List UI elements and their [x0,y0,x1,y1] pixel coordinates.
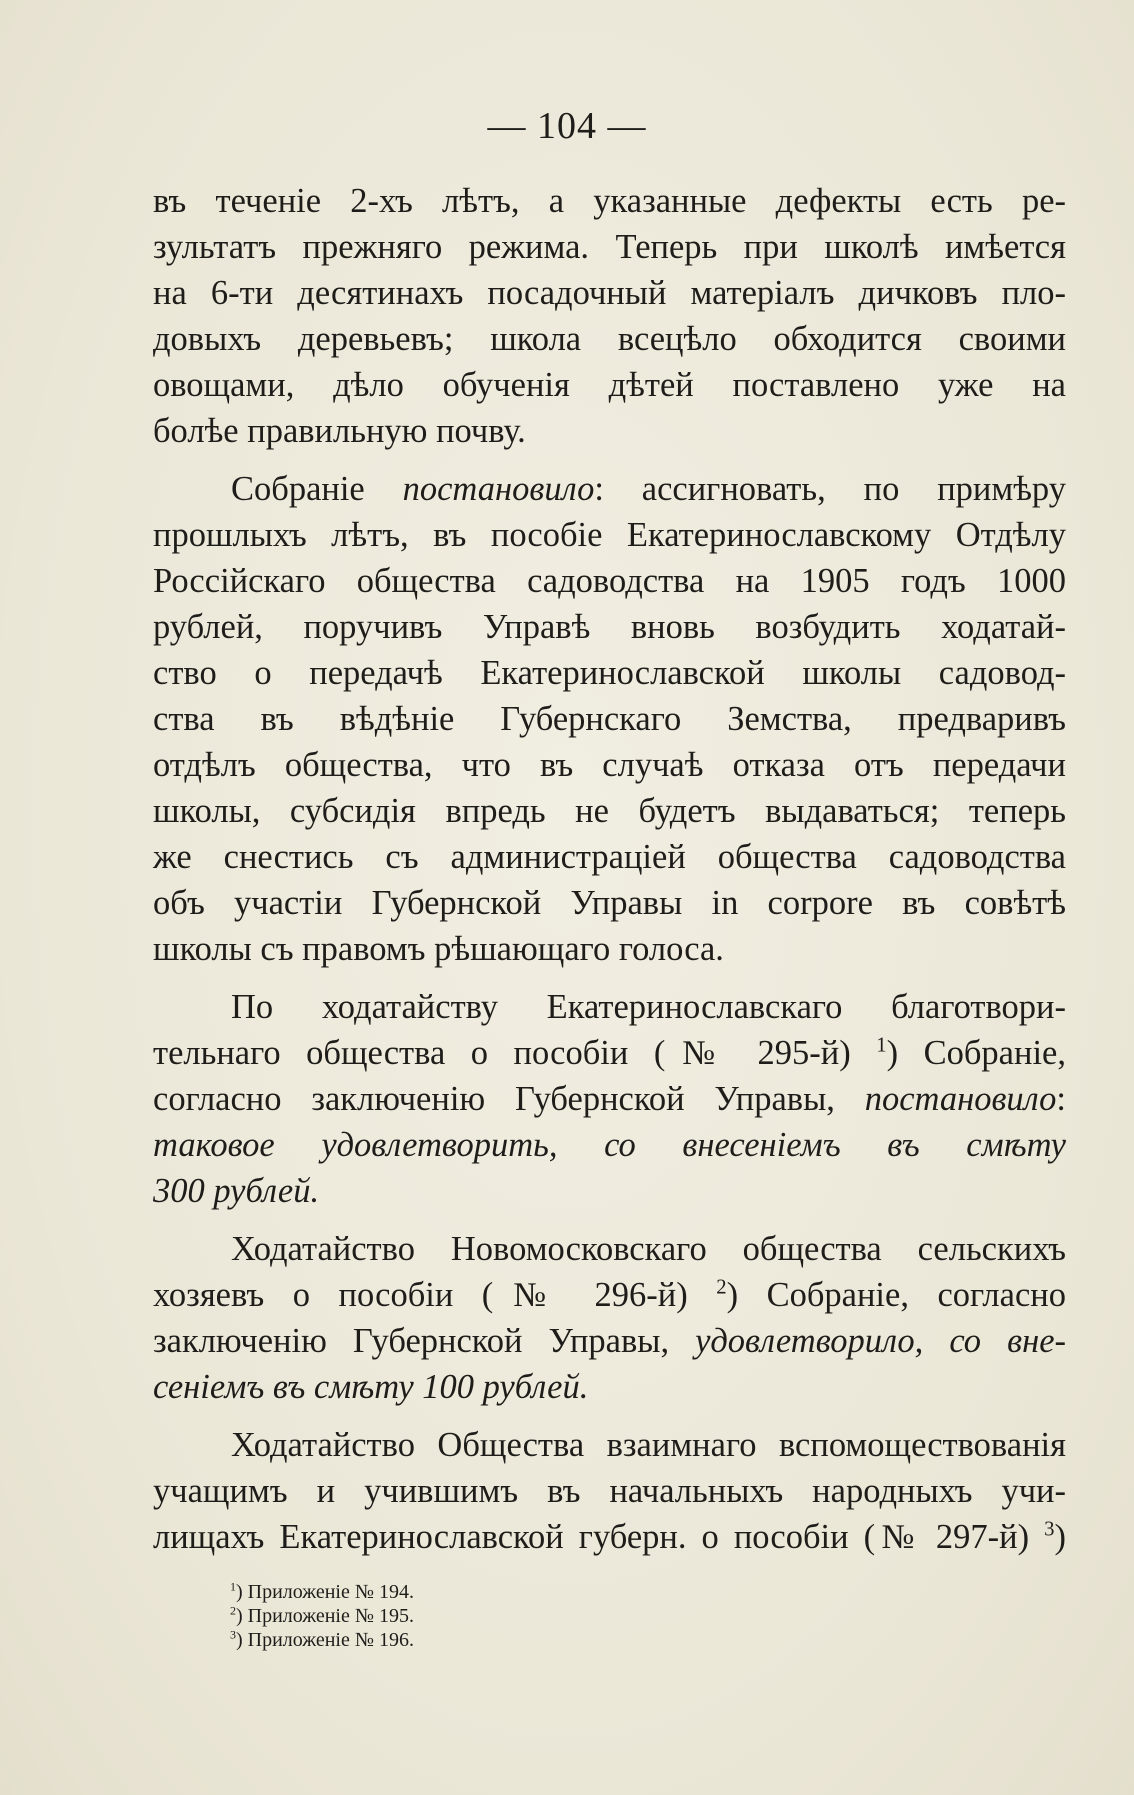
footnote-text: ) Приложеніе № 196. [236,1629,414,1651]
text-line [153,466,1066,512]
footnote-ref: 2 [716,1276,727,1299]
body-text [153,178,1066,1560]
text-line: ство о передачѣ Екатеринославской школы садовод- [153,654,1066,692]
text-line: въ теченіе 2-хъ лѣтъ, а указанные дефекты есть ре- [153,182,1066,220]
text-line: Россійскаго общества садоводства на 1905 годъ 1000 [153,562,1066,600]
text-line: объ участіи Губернской Управы in corpore въ совѣтѣ [153,884,1066,922]
text-line: рублей, поручивъ Управѣ вновь возбудить ходатай- [153,608,1066,646]
paragraph-charity-society [153,984,1066,1214]
paragraph-teachers-society [153,1422,1066,1560]
text-line: По ходатайству Екатеринославскаго благотвори- [231,988,1066,1026]
text-line: овощами, дѣло обученія дѣтей поставлено уже на [153,366,1066,404]
footnote-text: ) Приложеніе № 194. [236,1581,414,1603]
text-line: школы, субсидія впредь не будетъ выдаваться; теперь [153,792,1066,830]
text-line [153,1076,1066,1122]
footnotes [230,1580,414,1652]
italic-text-line: таковое удовлетворить, со внесеніемъ въ смѣту [153,1126,1066,1164]
footnote-text: ) Приложеніе № 195. [236,1605,414,1627]
paragraph-farmers-society [153,1226,1066,1410]
text-line: Ходатайство Новомосковскаго общества сельскихъ [231,1230,1066,1268]
footnote [230,1604,414,1628]
italic-text: постановило [864,1080,1057,1118]
text-line [153,1514,1066,1560]
text-span: : ассигновать, по примѣру [594,470,1066,508]
text-line: зультатъ прежняго режима. Теперь при школѣ имѣется [153,228,1066,266]
text-line: школы съ правомъ рѣшающаго голоса. [153,930,724,968]
text-line: довыхъ деревьевъ; школа всецѣло обходится своими [153,320,1066,358]
footnote-mark: 3 [230,1627,236,1642]
text-span: ) [1054,1518,1066,1556]
footnote-mark: 1 [230,1579,236,1594]
paragraph-resolution-garden-society [153,466,1066,972]
page-number: — 104 — [487,105,647,147]
text-span: тельнаго общества о пособіи (№ 295-й) [153,1034,877,1072]
text-line: отдѣлъ общества, что въ случаѣ отказа отъ передачи [153,746,1066,784]
text-line: на 6-ти десятинахъ посадочный матеріалъ дичковъ пло- [153,274,1066,312]
paragraph-continuation [153,178,1066,454]
text-line [153,1272,1066,1318]
italic-text: постановило [402,470,595,508]
footnote-ref: 3 [1044,1518,1055,1541]
text-line: учащимъ и учившимъ въ начальныхъ народныхъ учи- [153,1472,1066,1510]
footnote [230,1580,414,1604]
text-span: хозяевъ о пособіи (№ 296-й) [153,1276,717,1314]
text-span: заключенію Губернской Управы, [153,1322,696,1360]
text-span: лищахъ Екатеринославской губерн. о пособіи (№ 297-й) [153,1518,1045,1556]
text-line: прошлыхъ лѣтъ, въ пособіе Екатеринославскому Отдѣлу [153,516,1066,554]
text-line [153,1318,1066,1364]
footnote-mark: 2 [230,1603,236,1618]
text-span: ) Собраніе, согласно [726,1276,1066,1314]
text-line [153,1030,1066,1076]
text-span: : [1056,1080,1066,1118]
text-line: же снестись съ администраціей общества садоводства [153,838,1066,876]
italic-text: удовлетворило, со вне- [695,1322,1066,1360]
text-line: ства въ вѣдѣніе Губернскаго Земства, предваривъ [153,700,1066,738]
text-span: ) Собраніе, [886,1034,1066,1072]
italic-text-line: 300 рублей. [153,1172,320,1210]
footnote [230,1628,414,1652]
footnote-ref: 1 [876,1034,887,1057]
text-span: согласно заключенію Губернской Управы, [153,1080,865,1118]
text-line: болѣе правильную почву. [153,412,526,450]
text-line: Ходатайство Общества взаимнаго вспомоществованія [231,1426,1066,1464]
text-span: Собраніе [231,470,403,508]
italic-text-line: сеніемъ въ смѣту 100 рублей. [153,1368,589,1406]
